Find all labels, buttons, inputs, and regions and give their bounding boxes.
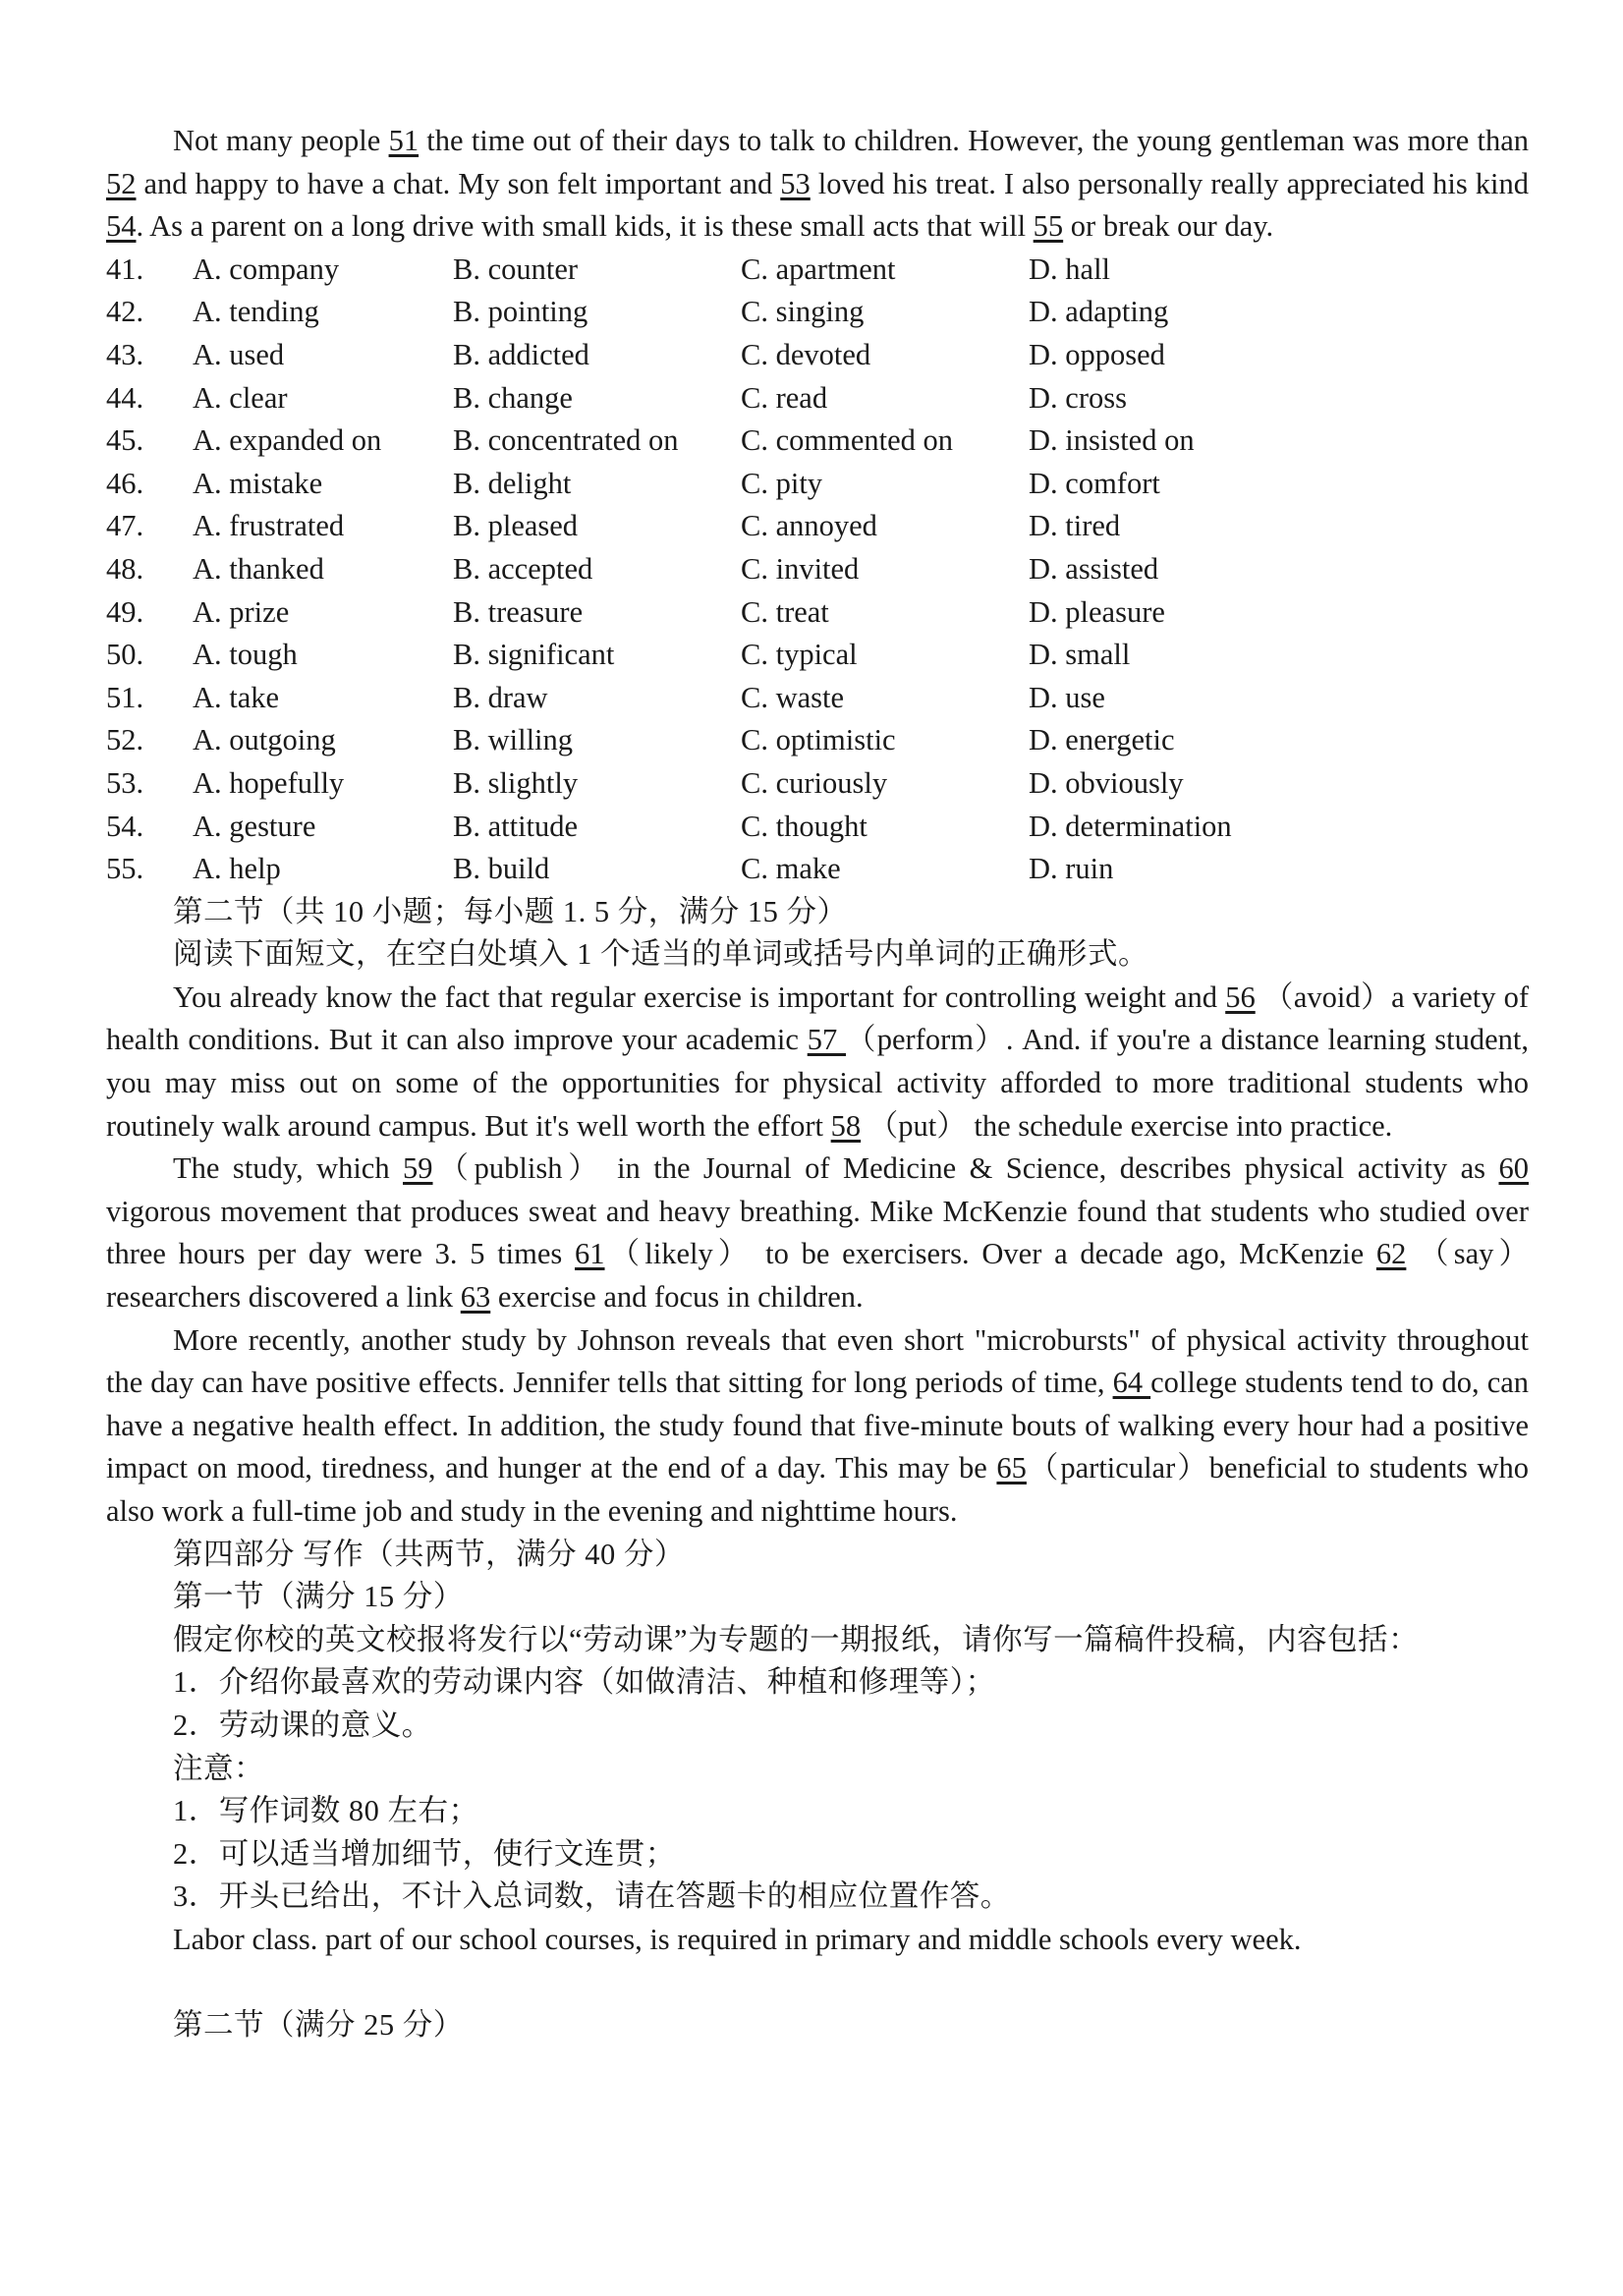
option-d: D. energetic <box>1029 723 1175 757</box>
option-row <box>106 634 1529 677</box>
question-number: 49. <box>106 594 144 629</box>
exam-page <box>106 120 1529 2047</box>
grammar-paragraph-3 <box>106 1319 1529 1534</box>
option-d: D. small <box>1029 638 1131 672</box>
option-c: C. singing <box>741 295 865 329</box>
option-b: B. pleased <box>453 509 579 543</box>
question-number: 55. <box>106 852 144 886</box>
option-row <box>106 291 1529 334</box>
passage-text: （say） researchers discovered a link <box>106 1237 1529 1315</box>
option-row <box>106 548 1529 591</box>
question-number: 50. <box>106 638 144 672</box>
note-1: 1．写作词数 80 左右； <box>173 1794 479 1828</box>
option-c: C. annoyed <box>741 509 877 543</box>
option-b: B. counter <box>453 252 579 286</box>
option-a: A. company <box>193 252 340 286</box>
blank-54: 54 <box>106 209 137 244</box>
blank-line <box>106 1962 1529 2005</box>
blank-59: 59 <box>403 1151 433 1186</box>
passage-text: vigorous movement that produces sweat and heavy breathing. Mike McKenzie found that students who studied over three hours per day were 3. 5 times <box>106 1194 1529 1271</box>
option-d: D. insisted on <box>1029 423 1195 458</box>
writing-content-item-2: 2．劳动课的意义。 <box>173 1708 432 1742</box>
option-d: D. pleasure <box>1029 594 1165 629</box>
option-a: A. help <box>193 852 281 886</box>
option-row <box>106 848 1529 891</box>
blank-65: 65 <box>996 1451 1027 1485</box>
option-d: D. tired <box>1029 509 1121 543</box>
essay-opening-sentence: Labor class. part of our school courses, is required in primary and middle schools every week. <box>173 1922 1302 1956</box>
blank-57: 57 <box>807 1023 847 1057</box>
question-number: 41. <box>106 252 144 286</box>
blank-62: 62 <box>1375 1237 1407 1271</box>
question-number: 51. <box>106 680 144 714</box>
writing-section-2-heading: 第二节（满分 25 分） <box>173 2008 464 2043</box>
option-a: A. frustrated <box>193 509 345 543</box>
option-d: D. obviously <box>1029 765 1184 800</box>
option-row <box>106 505 1529 548</box>
option-a: A. prize <box>193 594 290 629</box>
option-c: C. devoted <box>741 337 871 371</box>
question-number: 47. <box>106 509 144 543</box>
option-row <box>106 677 1529 720</box>
cloze-passage-ending <box>106 120 1529 249</box>
question-number: 48. <box>106 551 144 586</box>
option-d: D. opposed <box>1029 337 1165 371</box>
note-3: 3．开头已给出，不计入总词数，请在答题卡的相应位置作答。 <box>173 1879 1011 1914</box>
question-number: 45. <box>106 423 144 458</box>
option-d: D. cross <box>1029 380 1127 415</box>
question-number: 43. <box>106 337 144 371</box>
option-row <box>106 762 1529 806</box>
passage-text: （particular）beneficial to students who also work a full-time job and study in the evening and nighttime hours. <box>106 1451 1529 1528</box>
passage-text: the time out of their days to talk to children. However, the young gentleman was more than <box>419 124 1530 157</box>
blank-58: 58 <box>830 1108 862 1143</box>
option-c: C. thought <box>741 809 867 843</box>
passage-text: loved his treat. I also personally really appreciated his kind <box>810 166 1529 200</box>
option-c: C. waste <box>741 680 845 714</box>
passage-text: （perform）. And. if you're a distance learning student, you may miss out on some of the opportunities for physical activity afforded to more traditional students who routinely walk around campus. But it's well worth the effort <box>106 1023 1530 1143</box>
passage-text: college students tend to do, can have a negative health effect. In addition, the study found that five-minute bouts of walking every hour had a positive impact on mood, tiredness, and hunger at the end of a day. This may be <box>106 1366 1530 1485</box>
blank-64: 64 <box>1112 1366 1151 1400</box>
writing-prompt: 假定你校的英文校报将发行以“劳动课”为专题的一期报纸，请你写一篇稿件投稿，内容包括： <box>173 1622 1420 1656</box>
option-row <box>106 463 1529 506</box>
option-a: A. mistake <box>193 466 323 500</box>
option-c: C. commented on <box>741 423 954 458</box>
option-d: D. comfort <box>1029 466 1160 500</box>
option-b: B. accepted <box>453 551 593 586</box>
option-a: A. expanded on <box>193 423 382 458</box>
option-c: C. typical <box>741 638 858 672</box>
option-a: A. hopefully <box>193 765 345 800</box>
passage-text: exercise and focus in children. <box>490 1280 864 1315</box>
passage-text: More recently, another study by Johnson reveals that even short "microbursts" of physical activity throughout the day can have positive effects. Jennifer tells that sitting for long periods of time, <box>106 1322 1529 1400</box>
notes-label: 注意： <box>173 1751 264 1785</box>
option-a: A. tough <box>193 638 298 672</box>
option-c: C. curiously <box>741 765 888 800</box>
blank-52: 52 <box>106 166 137 200</box>
part-4-heading: 第四部分 写作（共两节，满分 40 分） <box>173 1537 685 1571</box>
blank-55: 55 <box>1033 209 1064 244</box>
option-row <box>106 249 1529 292</box>
writing-section-1-heading: 第一节（满分 15 分） <box>173 1580 464 1614</box>
option-c: C. invited <box>741 551 860 586</box>
option-b: B. pointing <box>453 295 588 329</box>
option-d: D. determination <box>1029 809 1232 843</box>
grammar-paragraph-2 <box>106 1148 1529 1318</box>
note-2: 2．可以适当增加细节，使行文连贯； <box>173 1836 676 1871</box>
option-b: B. change <box>453 380 573 415</box>
option-b: B. concentrated on <box>453 423 679 458</box>
answer-options-list <box>106 249 1529 891</box>
option-d: D. hall <box>1029 252 1111 286</box>
option-b: B. attitude <box>453 809 579 843</box>
option-a: A. outgoing <box>193 723 336 757</box>
option-row <box>106 591 1529 635</box>
option-c: C. apartment <box>741 252 896 286</box>
writing-content-item-1: 1．介绍你最喜欢的劳动课内容（如做清洁、种植和修理等）； <box>173 1665 996 1700</box>
option-a: A. take <box>193 680 280 714</box>
blank-56: 56 <box>1225 980 1256 1014</box>
option-d: D. adapting <box>1029 295 1169 329</box>
question-number: 46. <box>106 466 144 500</box>
option-c: C. make <box>741 852 841 886</box>
passage-text: （publish） in the Journal of Medicine & Science, describes physical activity as <box>432 1151 1499 1186</box>
passage-text: and happy to have a chat. My son felt important and <box>136 166 781 200</box>
section-2-instruction: 阅读下面短文，在空白处填入 1 个适当的单词或括号内单词的正确形式。 <box>173 937 1148 972</box>
option-b: B. draw <box>453 680 548 714</box>
option-c: C. treat <box>741 594 829 629</box>
passage-text: （likely） to be exercisers. Over a decade ago, McKenzie <box>604 1237 1376 1271</box>
option-row <box>106 806 1529 849</box>
option-b: B. significant <box>453 638 615 672</box>
option-b: B. slightly <box>453 765 579 800</box>
option-a: A. used <box>193 337 285 371</box>
question-number: 42. <box>106 295 144 329</box>
question-number: 53. <box>106 765 144 800</box>
option-row <box>106 334 1529 377</box>
option-b: B. willing <box>453 723 574 757</box>
option-d: D. use <box>1029 680 1105 714</box>
option-b: B. delight <box>453 466 572 500</box>
passage-text: You already know the fact that regular exercise is important for controlling weight and <box>173 980 1226 1014</box>
passage-text: The study, which <box>173 1151 404 1186</box>
option-row <box>106 377 1529 420</box>
passage-text: . As a parent on a long drive with small kids, it is these small acts that will <box>136 209 1034 244</box>
option-a: A. thanked <box>193 551 324 586</box>
passage-text: （avoid）a variety of health conditions. But it can also improve your academic <box>106 980 1530 1057</box>
option-row <box>106 719 1529 762</box>
question-number: 52. <box>106 723 144 757</box>
option-b: B. treasure <box>453 594 584 629</box>
option-c: C. optimistic <box>741 723 896 757</box>
blank-63: 63 <box>460 1280 491 1315</box>
section-2-heading: 第二节（共 10 小题；每小题 1. 5 分，满分 15 分） <box>173 894 848 928</box>
grammar-paragraph-1 <box>106 977 1529 1148</box>
blank-61: 61 <box>575 1237 605 1271</box>
passage-text: or break our day. <box>1063 209 1274 244</box>
option-a: A. tending <box>193 295 319 329</box>
question-number: 44. <box>106 380 144 415</box>
option-b: B. build <box>453 852 550 886</box>
blank-51: 51 <box>388 124 420 157</box>
option-row <box>106 420 1529 463</box>
question-number: 54. <box>106 809 144 843</box>
blank-60: 60 <box>1498 1151 1529 1186</box>
blank-53: 53 <box>780 166 811 200</box>
passage-text: Not many people <box>173 124 389 157</box>
option-c: C. read <box>741 380 828 415</box>
passage-text: （put） the schedule exercise into practice. <box>861 1108 1393 1143</box>
option-a: A. clear <box>193 380 288 415</box>
option-d: D. ruin <box>1029 852 1114 886</box>
option-a: A. gesture <box>193 809 316 843</box>
option-d: D. assisted <box>1029 551 1159 586</box>
option-b: B. addicted <box>453 337 589 371</box>
option-c: C. pity <box>741 466 823 500</box>
